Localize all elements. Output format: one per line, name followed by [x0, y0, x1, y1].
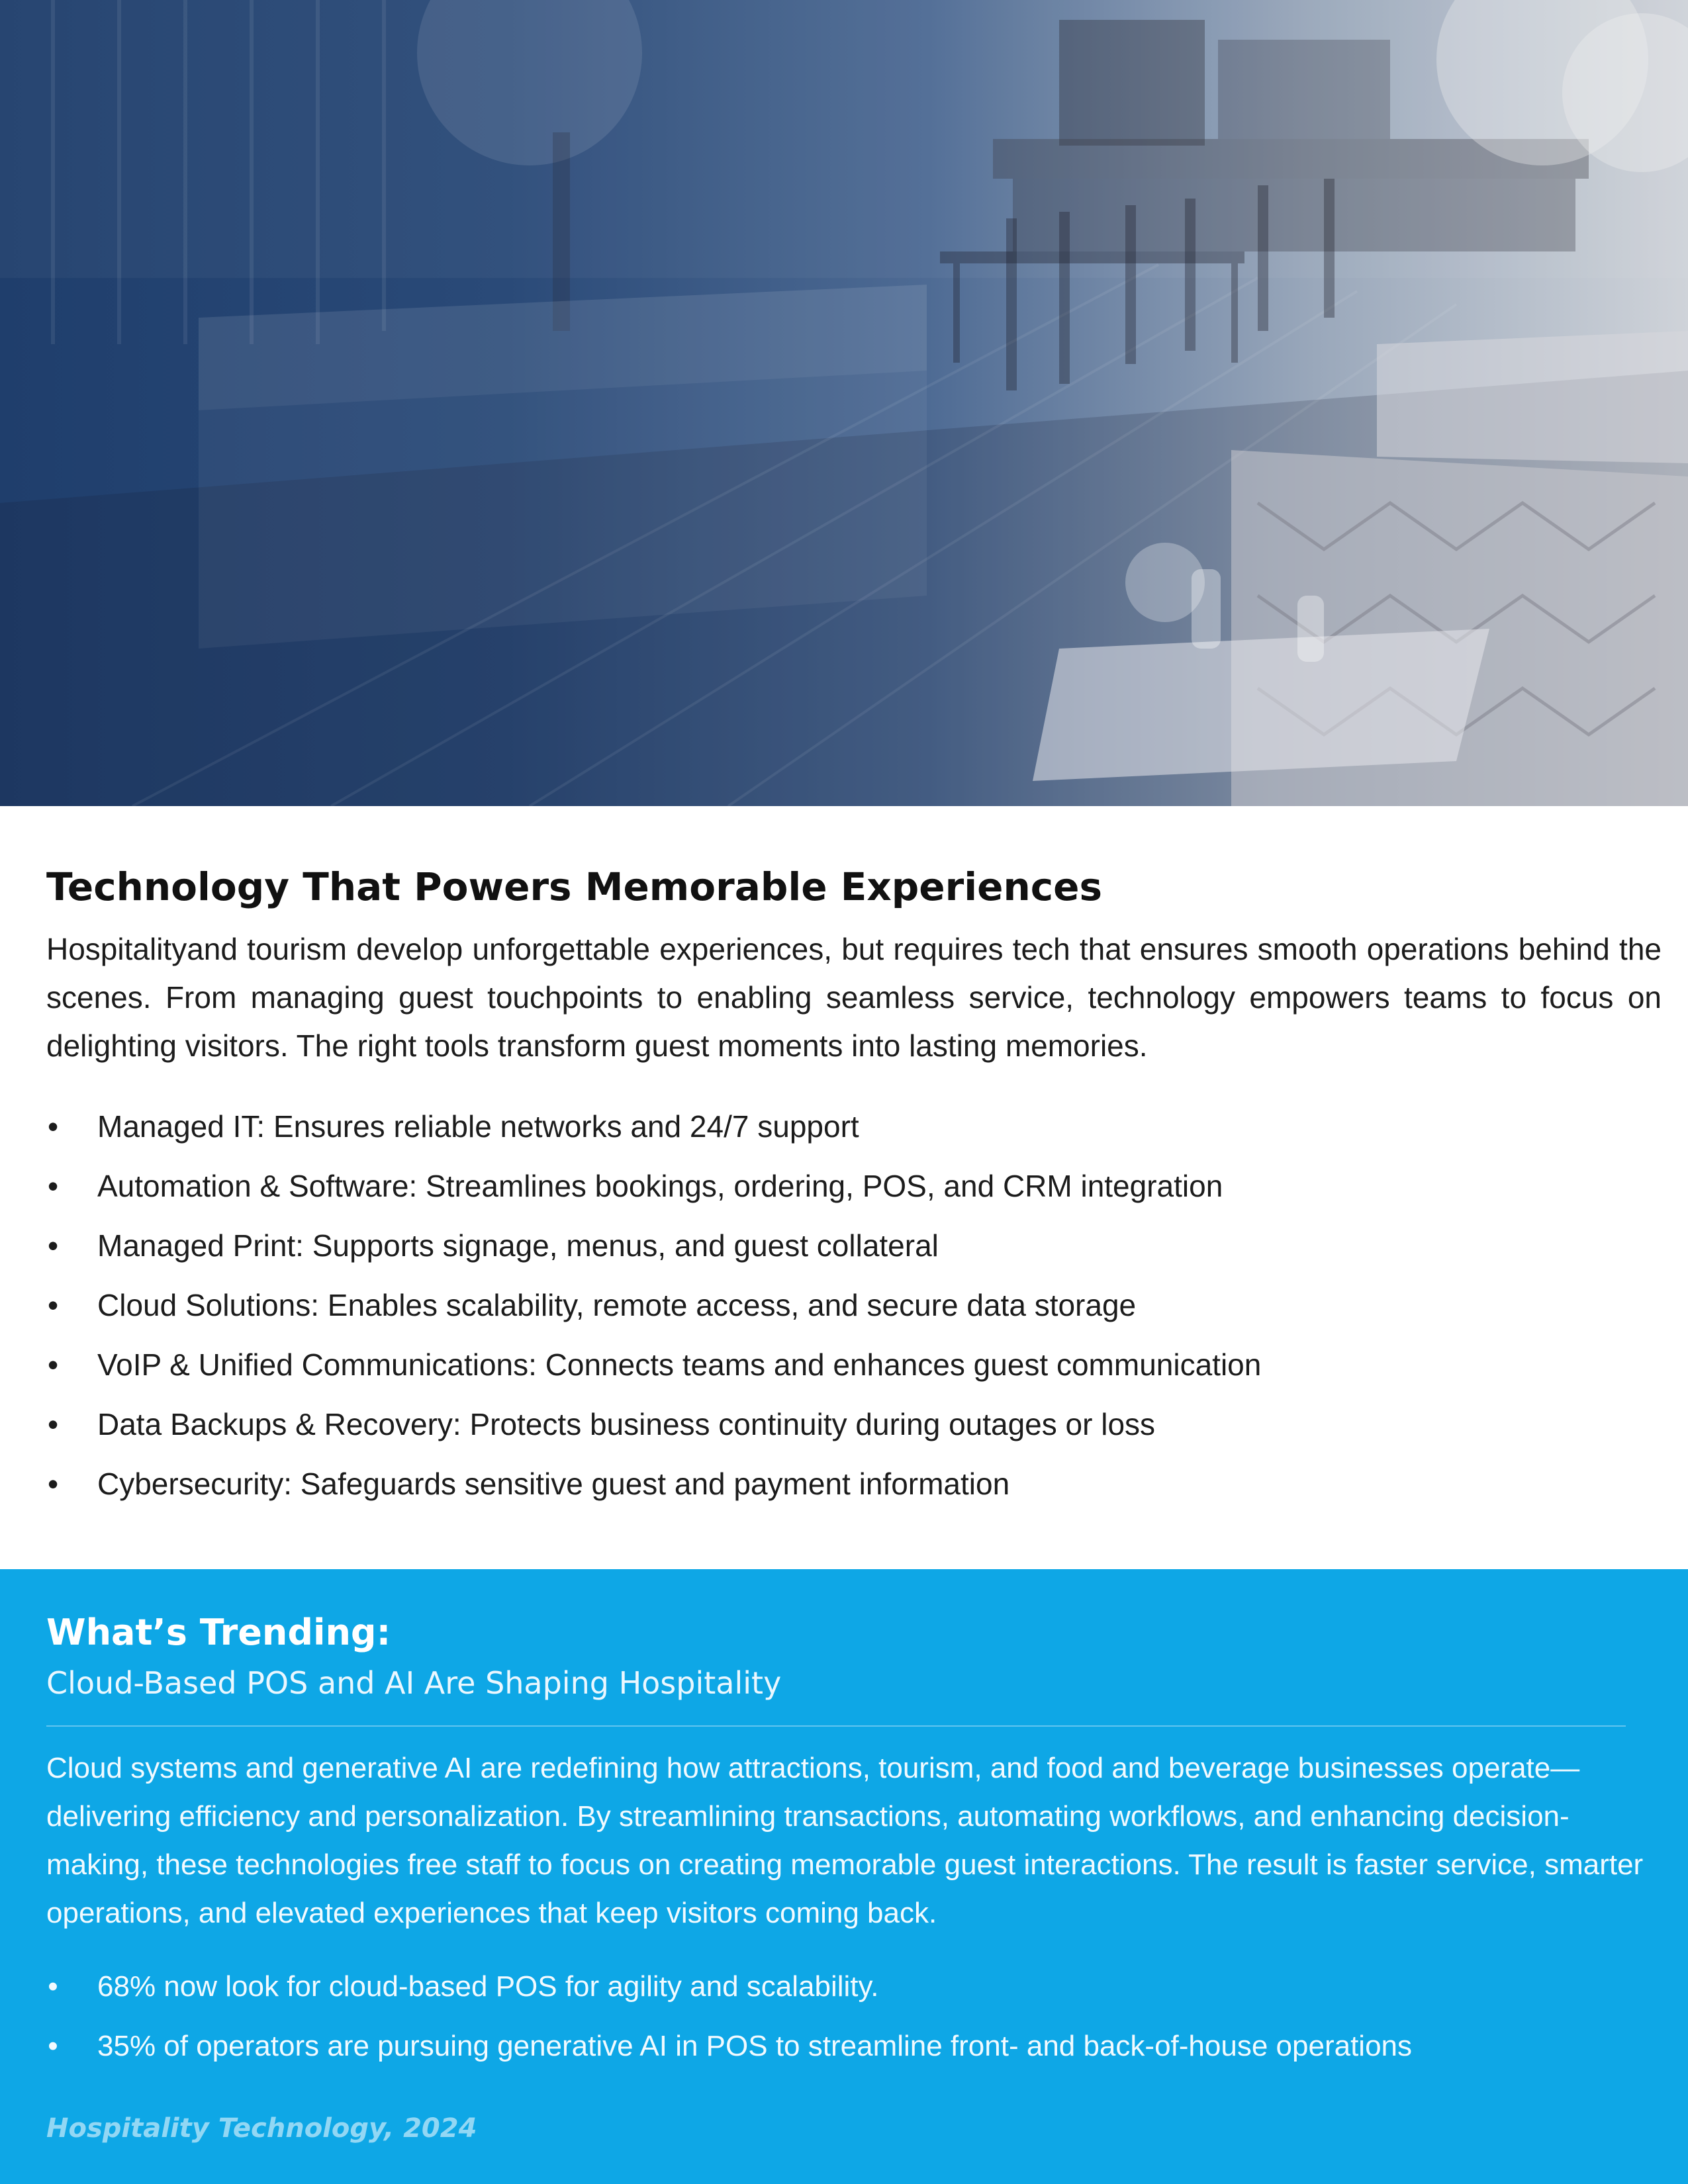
restaurant-illustration [0, 0, 1688, 806]
list-item [46, 1454, 1662, 1514]
bullet-icon: • [47, 1288, 59, 1322]
hero-image [0, 0, 1688, 806]
trending-title: What’s Trending: [46, 1612, 391, 1653]
trending-section [0, 1569, 1688, 2184]
page-heading: Technology That Powers Memorable Experiences [46, 864, 1102, 909]
list-item [46, 1097, 1662, 1156]
list-item [46, 1335, 1662, 1394]
bullet-icon: • [47, 1407, 59, 1441]
list-item-text: Cloud Solutions: Enables scalability, remote access, and secure data storage [97, 1288, 1137, 1322]
bullet-icon: • [47, 1109, 59, 1144]
services-list [46, 1097, 1662, 1514]
list-item [46, 1275, 1662, 1335]
divider [46, 1725, 1626, 1727]
bullet-icon: • [47, 1228, 59, 1263]
list-item [46, 1156, 1662, 1216]
bullet-icon: • [47, 1467, 59, 1501]
list-item-text: 35% of operators are pursuing generative AI in POS to streamline front- and back-of-house operations [97, 2030, 1413, 2062]
list-item-text: Cybersecurity: Safeguards sensitive guest and payment information [97, 1467, 1010, 1501]
list-item [46, 1394, 1662, 1454]
list-item-text: Managed Print: Supports signage, menus, and guest collateral [97, 1228, 939, 1263]
main-content [46, 860, 1662, 1514]
trending-body: Cloud systems and generative AI are redefining how attractions, tourism, and food and beverage businesses operate—delivering efficiency and personalization. By streamlining transactions, automating workflows, and enhancing decision-making, these technologies free staff to focus on creating memorable guest interactions. The result is faster service, smarter operations, and elevated experiences that keep visitors coming back. [46, 1752, 1644, 1929]
list-item-text: 68% now look for cloud-based POS for agility and scalability. [97, 1970, 879, 2003]
bullet-icon: • [47, 1347, 59, 1382]
list-item [46, 1216, 1662, 1275]
list-item-text: VoIP & Unified Communications: Connects teams and enhances guest communication [97, 1347, 1262, 1382]
list-item-text: Managed IT: Ensures reliable networks and 24/7 support [97, 1109, 859, 1144]
source-citation: Hospitality Technology, 2024 [46, 2113, 477, 2144]
bullet-icon: • [48, 1970, 58, 2003]
bullet-icon: • [48, 2030, 58, 2062]
list-item [46, 1957, 1648, 2017]
bullet-icon: • [47, 1169, 59, 1203]
list-item-text: Automation & Software: Streamlines bookings, ordering, POS, and CRM integration [97, 1169, 1223, 1203]
trending-subtitle: Cloud-Based POS and AI Are Shaping Hospitality [46, 1665, 782, 1701]
intro-paragraph: Hospitalityand tourism develop unforgettable experiences, but requires tech that ensures smooth operations behind the scenes. From managing guest touchpoints to enabling seamless service, technology empowers teams to focus on delighting visitors. The right tools transform guest moments into lasting memories. [46, 932, 1662, 1063]
list-item-text: Data Backups & Recovery: Protects business continuity during outages or loss [97, 1407, 1156, 1441]
trending-stats-list [46, 1957, 1648, 2076]
list-item [46, 2017, 1648, 2076]
